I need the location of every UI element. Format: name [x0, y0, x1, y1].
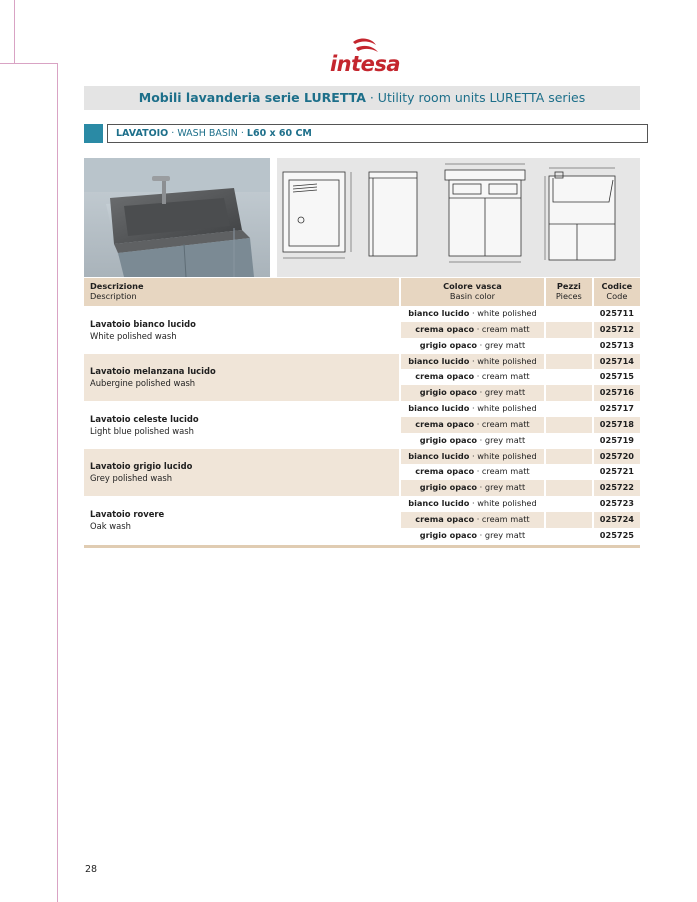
product-description — [84, 354, 400, 402]
product-code: 025722 — [593, 480, 640, 496]
column-header-code: Codice Code — [593, 278, 640, 306]
product-photo — [84, 158, 270, 277]
product-name-it: Lavatoio grigio lucido — [90, 461, 193, 472]
product-table — [84, 278, 640, 544]
color-en: grey matt — [484, 482, 526, 493]
basin-color — [400, 322, 545, 338]
color-sep: · — [477, 434, 485, 445]
column-header-pieces: Pezzi Pieces — [545, 278, 593, 306]
color-sep: · — [469, 498, 478, 509]
color-it: crema opaco — [415, 466, 475, 477]
section-sep: · — [168, 128, 178, 139]
section-name-en: WASH BASIN — [177, 128, 238, 139]
color-sep: · — [469, 450, 478, 461]
basin-color — [400, 512, 545, 528]
column-header-color: Colore vasca Basin color — [400, 278, 545, 306]
title-italian: Mobili lavanderia serie LURETTA — [138, 90, 366, 105]
color-en: white polished — [477, 498, 537, 509]
color-en: white polished — [477, 403, 537, 414]
product-code: 025719 — [599, 434, 634, 445]
product-code: 025714 — [593, 354, 640, 370]
table-row — [84, 449, 640, 465]
basin-color — [400, 338, 545, 354]
title-english: Utility room units LURETTA series — [377, 90, 586, 105]
title-separator: · — [365, 90, 378, 105]
product-code: 025723 — [599, 498, 634, 509]
color-it: crema opaco — [415, 513, 475, 524]
basin-color — [400, 369, 545, 385]
pieces-cell — [545, 433, 593, 449]
page-border-line — [0, 63, 57, 64]
color-en: white polished — [477, 355, 537, 366]
technical-drawings — [277, 158, 640, 277]
color-sep: · — [474, 323, 482, 334]
color-it: bianco lucido — [408, 450, 470, 461]
page-title — [84, 86, 640, 110]
pieces-cell — [545, 480, 593, 496]
color-en: cream matt — [481, 513, 530, 524]
pieces-cell — [545, 496, 593, 512]
table-row — [84, 354, 640, 370]
color-it: crema opaco — [415, 371, 475, 382]
pieces-cell — [545, 385, 593, 401]
pieces-cell — [545, 306, 593, 322]
color-en: grey matt — [484, 339, 526, 350]
pieces-cell — [545, 401, 593, 417]
column-header-description: Descrizione Description — [84, 278, 400, 306]
page-number: 28 — [85, 864, 98, 875]
color-it: grigio opaco — [419, 339, 478, 350]
basin-color — [400, 528, 545, 544]
color-sep: · — [469, 308, 478, 318]
drawing-section-view — [545, 168, 615, 260]
color-sep: · — [474, 371, 482, 382]
table-row — [84, 496, 640, 512]
product-code: 025712 — [593, 322, 640, 338]
table-row — [84, 401, 640, 417]
product-name-en: White polished wash — [90, 330, 177, 341]
product-name-en: Aubergine polished wash — [90, 378, 196, 389]
product-name-en: Light blue polished wash — [90, 425, 194, 436]
color-sep: · — [477, 529, 485, 540]
product-code: 025711 — [599, 308, 634, 318]
section-sep: · — [237, 128, 247, 139]
color-sep: · — [477, 482, 485, 493]
pieces-cell — [545, 449, 593, 465]
product-code: 025716 — [593, 385, 640, 401]
color-it: bianco lucido — [408, 403, 470, 414]
pieces-cell — [545, 354, 593, 370]
product-description — [84, 496, 400, 544]
basin-color — [400, 433, 545, 449]
color-en: grey matt — [484, 387, 526, 398]
product-name-it: Lavatoio melanzana lucido — [90, 366, 216, 377]
table-row — [84, 306, 640, 322]
color-it: bianco lucido — [408, 308, 470, 318]
drawing-front-view — [445, 164, 525, 262]
brand-name: intesa — [329, 52, 401, 76]
color-sep: · — [469, 403, 478, 414]
section-name: LAVATOIO — [116, 128, 169, 139]
color-en: white polished — [477, 450, 537, 461]
basin-color — [400, 417, 545, 433]
basin-color — [400, 449, 545, 465]
product-code: 025720 — [593, 449, 640, 465]
product-code: 025715 — [599, 371, 634, 382]
product-description — [84, 306, 400, 354]
pieces-cell — [545, 528, 593, 544]
section-header — [84, 124, 640, 143]
pieces-cell — [545, 322, 593, 338]
drawing-side-view — [369, 172, 417, 256]
color-it: bianco lucido — [408, 355, 470, 366]
color-en: cream matt — [481, 466, 530, 477]
product-code: 025724 — [593, 512, 640, 528]
color-it: grigio opaco — [419, 482, 478, 493]
product-description — [84, 449, 400, 497]
color-sep: · — [469, 355, 478, 366]
color-it: crema opaco — [415, 323, 475, 334]
color-it: grigio opaco — [419, 434, 478, 445]
section-marker — [84, 124, 103, 143]
product-name-en: Grey polished wash — [90, 473, 173, 484]
color-it: grigio opaco — [419, 529, 478, 540]
pieces-cell — [545, 417, 593, 433]
drawing-top-view — [283, 172, 351, 258]
basin-color — [400, 464, 545, 480]
product-description — [84, 401, 400, 449]
product-name-it: Lavatoio celeste lucido — [90, 413, 199, 424]
section-size: L60 x 60 CM — [246, 128, 312, 139]
color-en: cream matt — [481, 418, 530, 429]
color-it: crema opaco — [415, 418, 475, 429]
color-en: grey matt — [484, 529, 526, 540]
color-sep: · — [477, 339, 485, 350]
product-name-it: Lavatoio bianco lucido — [90, 318, 196, 329]
color-sep: · — [474, 513, 482, 524]
basin-color — [400, 385, 545, 401]
product-code: 025718 — [593, 417, 640, 433]
color-sep: · — [477, 387, 485, 398]
table-header-row — [84, 278, 640, 306]
pieces-cell — [545, 464, 593, 480]
color-en: cream matt — [481, 371, 530, 382]
basin-color — [400, 306, 545, 322]
product-code: 025717 — [599, 403, 634, 414]
color-en: white polished — [477, 308, 537, 318]
brand-logo — [320, 36, 410, 80]
color-it: bianco lucido — [408, 498, 470, 509]
basin-color — [400, 480, 545, 496]
color-sep: · — [474, 418, 482, 429]
basin-color — [400, 354, 545, 370]
product-code: 025725 — [599, 529, 634, 540]
color-sep: · — [474, 466, 482, 477]
basin-color — [400, 496, 545, 512]
color-en: cream matt — [481, 323, 530, 334]
pieces-cell — [545, 512, 593, 528]
pieces-cell — [545, 369, 593, 385]
product-code: 025713 — [599, 339, 634, 350]
table-bottom-rule — [84, 545, 640, 548]
page-border-line — [57, 63, 58, 902]
product-code: 025721 — [599, 466, 634, 477]
pieces-cell — [545, 338, 593, 354]
page-border-line — [14, 0, 15, 63]
basin-color — [400, 401, 545, 417]
color-en: grey matt — [484, 434, 526, 445]
section-title — [107, 124, 648, 143]
color-it: grigio opaco — [419, 387, 478, 398]
product-name-it: Lavatoio rovere — [90, 508, 165, 519]
product-name-en: Oak wash — [90, 520, 131, 531]
